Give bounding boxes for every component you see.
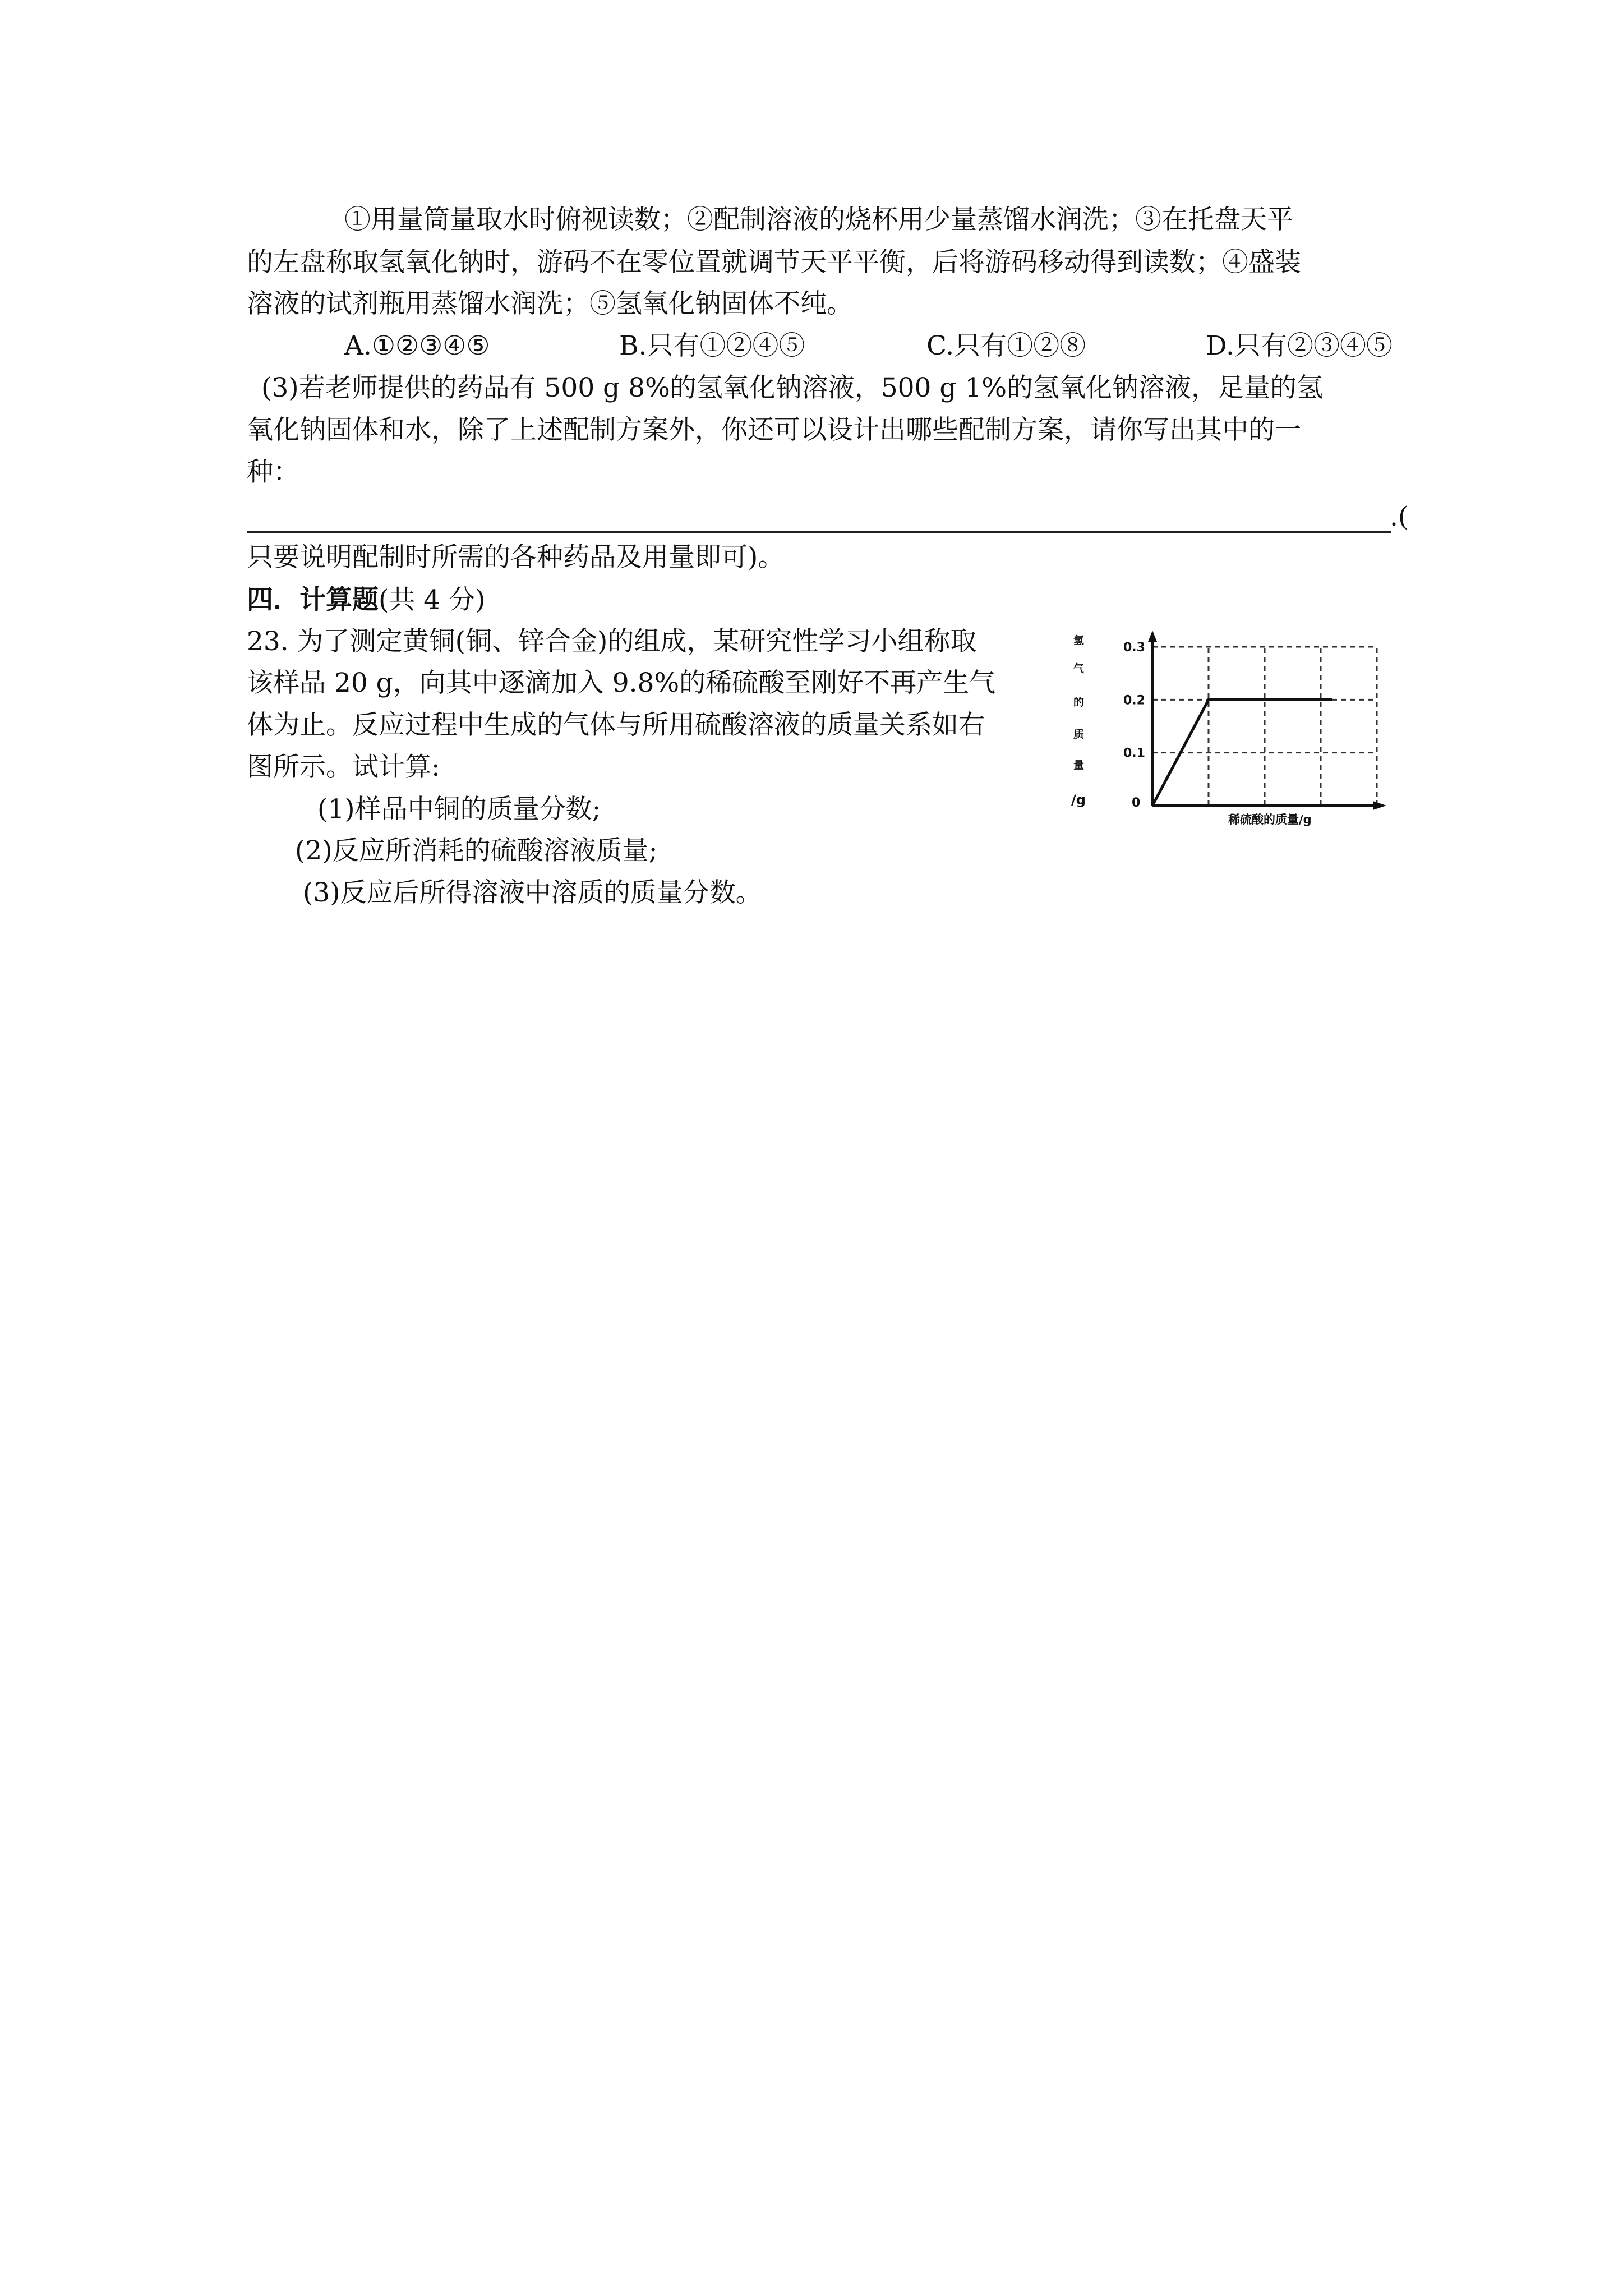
y-axis-label	[1071, 634, 1086, 808]
answer-blank[interactable]	[247, 531, 1391, 533]
origin-label: 0	[1132, 796, 1141, 810]
section-heading-title: 四．计算题	[247, 585, 379, 615]
y-label-char: 氢	[1073, 634, 1085, 647]
option-c: C.只有①②⑧	[926, 330, 1086, 361]
y-axis-arrow	[1148, 631, 1157, 642]
error-list-line-1: ①用量筒量取水时俯视读数；②配制溶液的烧杯用少量蒸馏水润洗；③在托盘天平	[344, 204, 1293, 235]
part3-line-2: 氧化钠固体和水，除了上述配制方案外，你还可以设计出哪些配制方案，请你写出其中的一	[247, 415, 1301, 445]
y-label-unit: /g	[1071, 792, 1086, 808]
y-tick-label: 0.3	[1123, 641, 1145, 655]
q23-sub-2: (2)反应所消耗的硫酸溶液质量;	[295, 835, 658, 866]
section-heading-points: (共 4 分)	[379, 585, 486, 615]
q23-line-2: 该样品 20 g，向其中逐滴加入 9.8%的稀硫酸至刚好不再产生气	[247, 668, 996, 698]
q23-line-4: 图所示。试计算:	[247, 752, 440, 783]
y-label-char: 质	[1073, 728, 1085, 740]
blank-tail: .(	[1390, 501, 1409, 532]
part3-line-1: (3)若老师提供的药品有 500 g 8%的氢氧化钠溶液，500 g 1%的氢氧化钠溶液，足量的氢	[261, 372, 1323, 403]
y-label-char: 量	[1073, 759, 1085, 771]
error-list-line-2: 的左盘称取氢氧化钠时，游码不在零位置就调节天平平衡，后将游码移动得到读数；④盛装	[247, 247, 1301, 278]
x-axis-arrow	[1373, 801, 1386, 810]
chart-grid	[1152, 647, 1377, 806]
option-d: D.只有②③④⑤	[1206, 330, 1393, 361]
y-label-char: 的	[1073, 696, 1085, 708]
y-tick-label: 0.2	[1123, 693, 1145, 708]
section-heading	[247, 583, 485, 617]
part3-note: 只要说明配制时所需的各种药品及用量即可)。	[247, 542, 785, 573]
option-b: B.只有①②④⑤	[619, 330, 805, 361]
hydrogen-mass-chart	[1066, 627, 1394, 829]
option-a: A.①②③④⑤	[344, 330, 490, 361]
x-axis-label: 稀硫酸的质量/g	[1228, 813, 1312, 826]
q23-sub-3: (3)反应后所得溶液中溶质的质量分数。	[303, 877, 762, 908]
q23-line-3: 体为止。反应过程中生成的气体与所用硫酸溶液的质量关系如右	[247, 710, 985, 740]
y-tick-labels	[1123, 641, 1145, 761]
q23-line-1: 23. 为了测定黄铜(铜、锌合金)的组成，某研究性学习小组称取	[247, 626, 977, 657]
part3-line-3: 种：	[247, 457, 299, 487]
error-list-line-3: 溶液的试剂瓶用蒸馏水润洗；⑤氢氧化钠固体不纯。	[247, 288, 853, 319]
y-tick-label: 0.1	[1123, 746, 1145, 761]
q23-sub-1: (1)样品中铜的质量分数;	[317, 794, 601, 825]
y-label-char: 气	[1073, 662, 1085, 675]
